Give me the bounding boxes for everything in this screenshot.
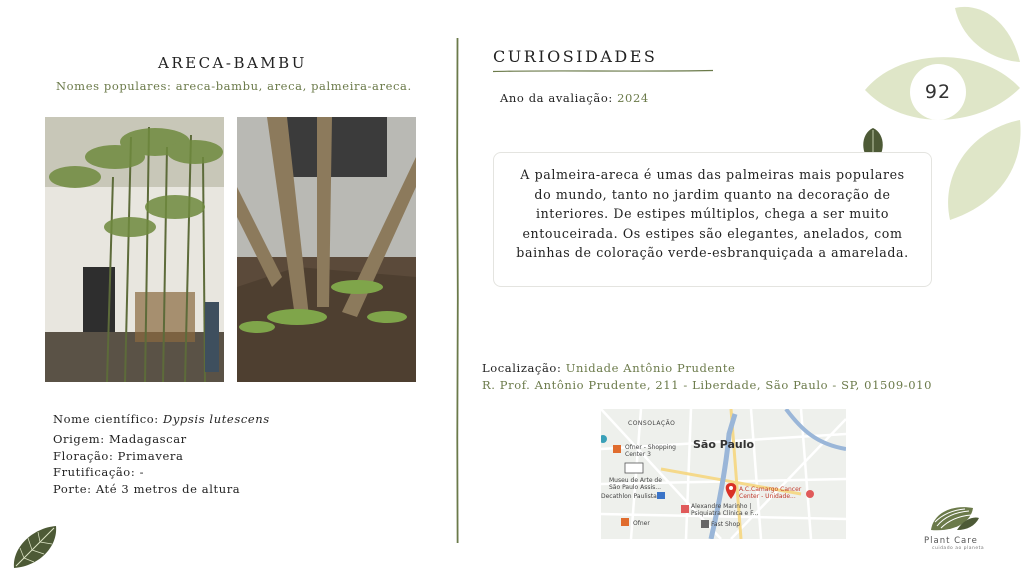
evaluation-year xyxy=(500,91,649,105)
popular-names-value: areca-bambu, areca, palmeira-areca. xyxy=(175,79,412,93)
leaf-light-top xyxy=(955,7,1020,62)
plant-photo-1 xyxy=(45,117,224,382)
address: R. Prof. Antônio Prudente, 211 - Liberdade, São Paulo - SP, 01509-010 xyxy=(482,378,932,392)
map-label-fastshop: Fast Shop xyxy=(711,521,741,528)
origin: Origem: Madagascar xyxy=(53,432,187,446)
vertical-divider xyxy=(456,38,459,543)
location-map xyxy=(601,409,846,539)
description-text: A palmeira-areca é umas das palmeiras mais populares do mundo, tanto no jardim quanto na decoração de interiores. De estipes múltiplos, chega a ser muito entouceirada. Os estipes são elegantes, anelados, com bainhas de coloração verde-esbranquiçada a amarelada. xyxy=(516,167,909,261)
map-label-shopping-b: Center 3 xyxy=(625,451,651,458)
title-underline xyxy=(493,68,715,74)
map-label-shopping-a: Ofner - Shopping xyxy=(625,444,676,451)
scientific-name-label: Nome científico: xyxy=(53,412,164,426)
page-number-badge xyxy=(910,64,966,120)
map-label-alexandre-b: Psiquiatra Clínica e F... xyxy=(691,510,759,517)
brand-tagline: cuidado ao planeta xyxy=(932,546,985,551)
map-label-alexandre-a: Alexandre Marinho | xyxy=(691,503,752,510)
popular-names xyxy=(56,79,412,93)
flowering: Floração: Primavera xyxy=(53,449,184,463)
description-card xyxy=(493,152,932,287)
decorative-leaf-bottom-left xyxy=(10,524,60,570)
plant-title: ARECA-BAMBU xyxy=(158,54,307,72)
scientific-name-value: Dypsis lutescens xyxy=(163,412,270,426)
plant-photo-2 xyxy=(237,117,416,382)
location-label: Localização: xyxy=(482,361,566,375)
popular-names-label: Nomes populares: xyxy=(56,79,176,93)
map-label-museum-a: Museu de Arte de xyxy=(609,477,662,484)
section-title-curiosities: CURIOSIDADES xyxy=(493,47,658,66)
evaluation-year-label: Ano da avaliação: xyxy=(500,91,618,105)
evaluation-year-value: 2024 xyxy=(617,91,649,105)
map-label-decathlon: Decathlon Paulista xyxy=(601,493,657,500)
scientific-name xyxy=(53,412,270,426)
brand-name: Plant Care xyxy=(924,536,978,546)
map-label-ofner: Ofner xyxy=(633,520,650,527)
map-label-museum-b: São Paulo Assis... xyxy=(609,484,662,491)
location xyxy=(482,361,735,375)
leaf-light-bottom xyxy=(948,120,1020,220)
map-label-accamargo-a: A.C.Camargo Cancer xyxy=(739,486,802,493)
size: Porte: Até 3 metros de altura xyxy=(53,482,241,496)
map-label-accamargo-b: Center - Unidade... xyxy=(739,493,796,500)
fruiting: Frutificação: - xyxy=(53,465,145,479)
map-label-consolacao: CONSOLAÇÃO xyxy=(628,420,676,427)
plant-care-logo-icon xyxy=(929,502,981,532)
page-number: 92 xyxy=(924,81,952,103)
map-city: São Paulo xyxy=(693,438,755,451)
location-value: Unidade Antônio Prudente xyxy=(565,361,736,375)
